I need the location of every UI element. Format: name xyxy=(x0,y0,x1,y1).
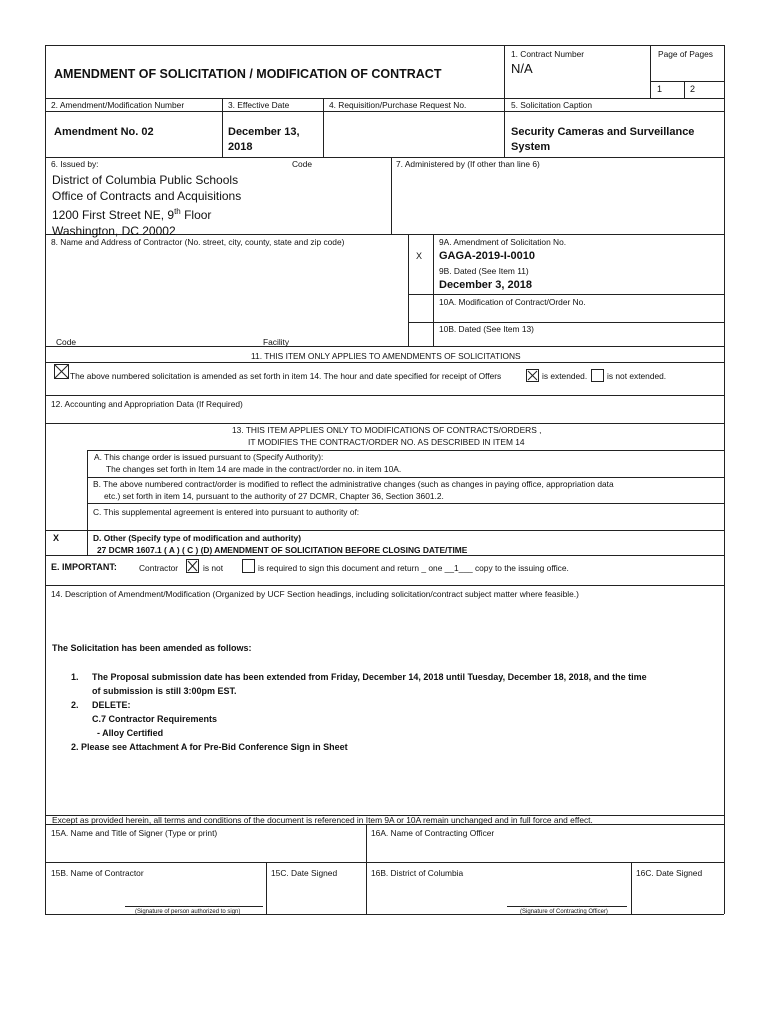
effective-date-value: December 13, 2018 xyxy=(228,126,300,153)
option-d-line1: D. Other (Specify type of modification and authority) xyxy=(93,533,301,543)
issued-by-label: 6. Issued by: xyxy=(51,159,99,169)
item2-line2: C.7 Contractor Requirements xyxy=(92,714,218,724)
option-d-line2: 27 DCMR 1607.1 ( A ) ( C ) (D) AMENDMENT OF SOLICITATION BEFORE CLOSING DATE/TIME xyxy=(97,545,468,555)
contractor-date-signed-label: 15C. Date Signed xyxy=(271,868,338,878)
item1-number: 1. xyxy=(71,672,79,682)
solicitation-caption-label: 5. Solicitation Caption xyxy=(511,100,593,110)
signer-name-label: 15A. Name and Title of Signer (Type or print) xyxy=(51,828,218,838)
option-a-line1: A. This change order is issued pursuant to (Specify Authority): xyxy=(94,452,324,462)
except-text: Except as provided herein, all terms and conditions of the document is referenced in Item 9A or 10A remain unchanged and in full force and effect. xyxy=(52,815,593,825)
item11-text: The above numbered solicitation is amended as set forth in item 14. The hour and date specified for receipt of Offers xyxy=(70,371,502,381)
district-label: 16B. District of Columbia xyxy=(371,868,464,878)
issued-code-label: Code xyxy=(292,159,313,169)
contractor-signature-caption: (Signature of person authorized to sign) xyxy=(135,909,241,915)
page-number: 1 xyxy=(657,84,663,94)
is-required-label: is required to sign this document and return _ one __1___ copy to the issuing office. xyxy=(258,563,569,573)
description-label: 14. Description of Amendment/Modification (Organized by UCF Section headings, including solicitation/contract subject matter where feasible.) xyxy=(51,589,579,599)
officer-signature-caption: (Signature of Contracting Officer) xyxy=(520,909,608,915)
is-required-checkbox[interactable] xyxy=(242,559,255,573)
is-extended-checkbox[interactable] xyxy=(526,369,539,382)
option-b-line2: etc.) set forth in item 14, pursuant to the authority of 27 DCMR, Chapter 36, Section 3601.2. xyxy=(104,491,444,501)
administered-by-label: 7. Administered by (If other than line 6) xyxy=(396,159,540,169)
amendment-number-label: 2. Amendment/Modification Number xyxy=(51,100,185,110)
solicitation-caption-value: Security Cameras and Surveillance System xyxy=(511,126,695,153)
item1-line2: of submission is still 3:00pm EST. xyxy=(92,686,237,696)
facility-label: Facility xyxy=(263,337,290,347)
item3-line: 2. Please see Attachment A for Pre-Bid Conference Sign in Sheet xyxy=(71,742,348,752)
modification-contract-label: 10A. Modification of Contract/Order No. xyxy=(439,297,586,307)
check-x-icon xyxy=(55,365,68,378)
dated-label: 9B. Dated (See Item 11) xyxy=(439,266,529,276)
is-extended-label: is extended. xyxy=(542,371,588,381)
option-a-line2: The changes set forth in Item 14 are made in the contract/order no. in item 10A. xyxy=(106,464,402,474)
modification-dated-label: 10B. Dated (See Item 13) xyxy=(439,324,534,334)
solicitation-intro: The Solicitation has been amended as follows: xyxy=(52,643,252,653)
contractor-code-label: Code xyxy=(56,337,77,347)
amendment-number-value: Amendment No. 02 xyxy=(54,126,154,138)
form-title: AMENDMENT OF SOLICITATION / MODIFICATION OF CONTRACT xyxy=(54,67,442,81)
check-x-icon xyxy=(527,370,538,381)
item11-heading: 11. THIS ITEM ONLY APPLIES TO AMENDMENTS OF SOLICITATIONS xyxy=(251,351,521,361)
total-pages: 2 xyxy=(690,84,696,94)
item2-number: 2. xyxy=(71,700,79,710)
requisition-label: 4. Requisition/Purchase Request No. xyxy=(329,100,467,110)
contracting-officer-label: 16A. Name of Contracting Officer xyxy=(371,828,495,838)
amendment-solicitation-value: GAGA-2019-I-0010 xyxy=(439,250,535,262)
dated-value: December 3, 2018 xyxy=(439,279,532,291)
is-not-label: is not xyxy=(203,563,224,573)
amendment-check-mark: X xyxy=(416,251,423,261)
is-not-extended-label: is not extended. xyxy=(607,371,667,381)
amendment-solicitation-label: 9A. Amendment of Solicitation No. xyxy=(439,237,567,247)
effective-date-label: 3. Effective Date xyxy=(228,100,290,110)
important-contractor: Contractor xyxy=(139,563,179,573)
is-not-checkbox[interactable] xyxy=(186,559,199,573)
contractor-name-label: 15B. Name of Contractor xyxy=(51,868,144,878)
option-d-mark: X xyxy=(53,533,60,543)
option-c-line1: C. This supplemental agreement is entered into pursuant to authority of: xyxy=(93,507,360,517)
contract-number-label: 1. Contract Number xyxy=(511,49,585,59)
officer-date-signed-label: 16C. Date Signed xyxy=(636,868,703,878)
accounting-data-label: 12. Accounting and Appropriation Data (If Required) xyxy=(51,399,243,409)
item13-heading-1: 13. THIS ITEM APPLIES ONLY TO MODIFICATIONS OF CONTRACTS/ORDERS , xyxy=(232,425,542,435)
contract-number-value: N/A xyxy=(511,61,533,76)
solicitation-amended-checkbox[interactable] xyxy=(54,364,69,379)
item13-heading-2: IT MODIFIES THE CONTRACT/ORDER NO. AS DESCRIBED IN ITEM 14 xyxy=(248,437,525,447)
check-x-icon xyxy=(187,560,198,572)
is-not-extended-checkbox[interactable] xyxy=(591,369,604,382)
option-b-line1: B. The above numbered contract/order is modified to reflect the administrative changes (such as changes in paying office, appropriation data xyxy=(93,479,614,489)
important-label: E. IMPORTANT: xyxy=(51,562,117,572)
item1-line1: The Proposal submission date has been extended from Friday, December 14, 2018 until Tuesday, December 18, 2018, and the time xyxy=(92,672,647,682)
page-of-pages-label: Page of Pages xyxy=(658,49,713,59)
issuer-address: District of Columbia Public Schools Office of Contracts and Acquisitions 1200 First Street NE, 9th Floor Washington, DC 20002 xyxy=(52,173,242,238)
contractor-address-label: 8. Name and Address of Contractor (No. street, city, county, state and zip code) xyxy=(51,237,345,247)
item2-line1: DELETE: xyxy=(92,700,131,710)
item2-line3: - Alloy Certified xyxy=(97,728,164,738)
